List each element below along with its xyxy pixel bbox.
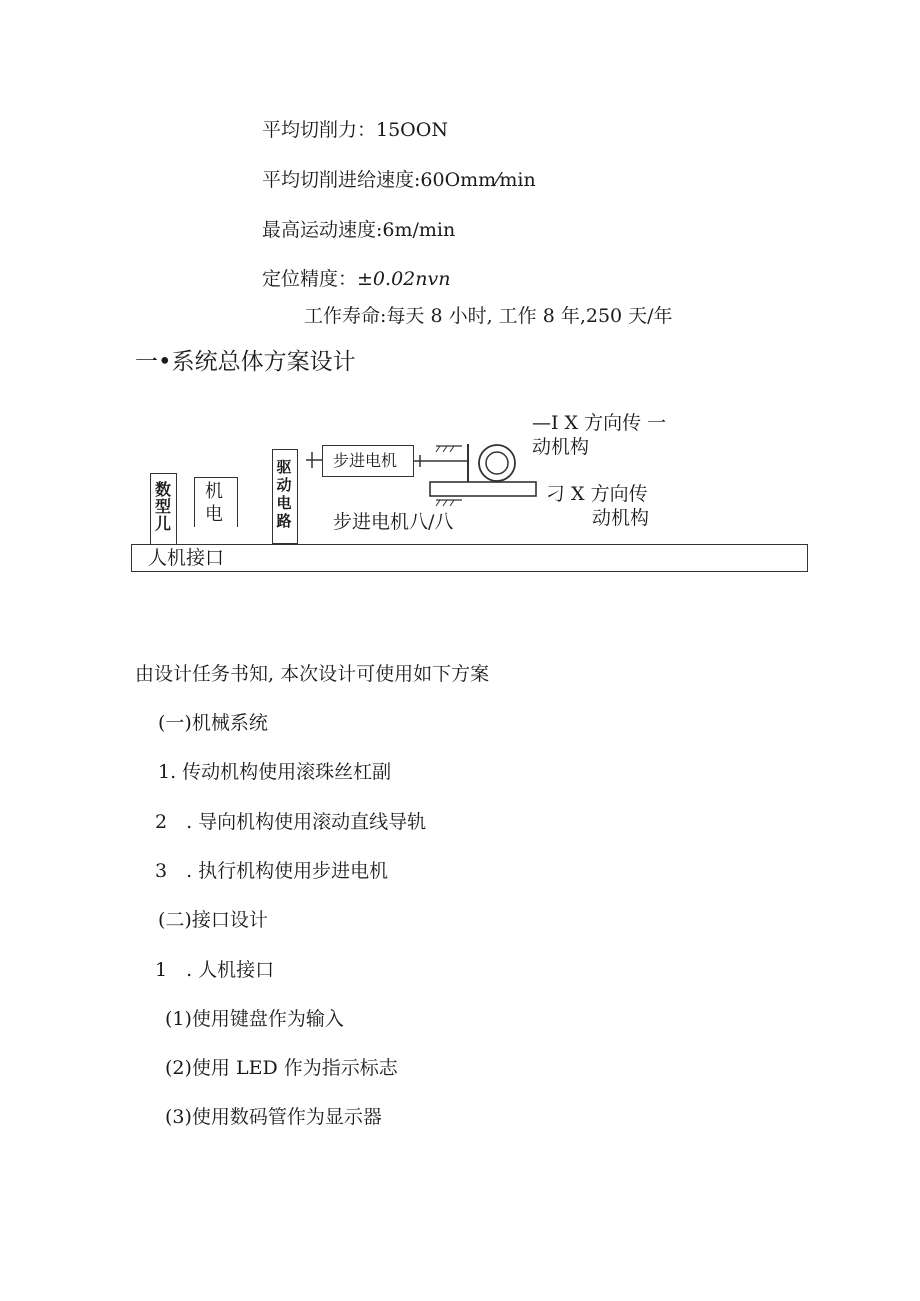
spec-lifespan: 工作寿命:每天 8 小时, 工作 8 年,250 天/年 <box>304 305 673 327</box>
hmi-bar-label: 人机接口 <box>148 547 225 569</box>
x-drive-bottom-line1: 刁 X 方向传 <box>546 483 648 505</box>
iface-item-1c: (3)使用数码管作为显示器 <box>165 1106 382 1128</box>
hmi-bar <box>131 544 808 572</box>
section-heading: 一•系统总体方案设计 <box>135 349 356 375</box>
x-drive-top-line1: —I X 方向传 一 <box>532 412 667 434</box>
iface-heading: (二)接口设计 <box>158 909 268 931</box>
iface-item-1a: (1)使用键盘作为输入 <box>165 1008 344 1030</box>
spec-precision-value: ±0.02nvn <box>357 268 451 290</box>
spec-max-speed: 最高运动速度:6m/min <box>262 219 456 241</box>
x-drive-bottom-line2: 动机构 <box>592 507 650 529</box>
stepper-motor-bottom-label: 步进电机八/八 <box>333 511 454 533</box>
spec-precision-label: 定位精度： <box>262 268 358 290</box>
drive-circuit-label: 驱动电路 <box>276 458 292 530</box>
spec-feed-speed: 平均切削进给速度:60Omm⁄min <box>262 169 536 191</box>
mech-heading: (一)机械系统 <box>158 712 268 734</box>
stepper-motor-top-label: 步进电机 <box>333 451 398 470</box>
mechanism-sketch <box>0 0 920 600</box>
motor-box-label: 机电 <box>205 481 223 525</box>
mech-item-1: 1. 传动机构使用滚珠丝杠副 <box>158 761 392 783</box>
mech-item-3: 3 . 执行机构使用步进电机 <box>155 860 389 882</box>
iface-item-1: 1 . 人机接口 <box>155 959 275 981</box>
x-drive-top-line2: 动机构 <box>532 436 590 458</box>
mech-item-2: 2 . 导向机构使用滚动直线导轨 <box>155 811 427 833</box>
spec-cutting-force: 平均切削力：15OON <box>262 119 448 141</box>
nc-box-label: 数型儿 <box>154 480 171 533</box>
system-diagram <box>0 0 920 600</box>
iface-item-1b: (2)使用 LED 作为指示标志 <box>165 1057 398 1079</box>
intro-text: 由设计任务书知, 本次设计可使用如下方案 <box>135 663 490 685</box>
